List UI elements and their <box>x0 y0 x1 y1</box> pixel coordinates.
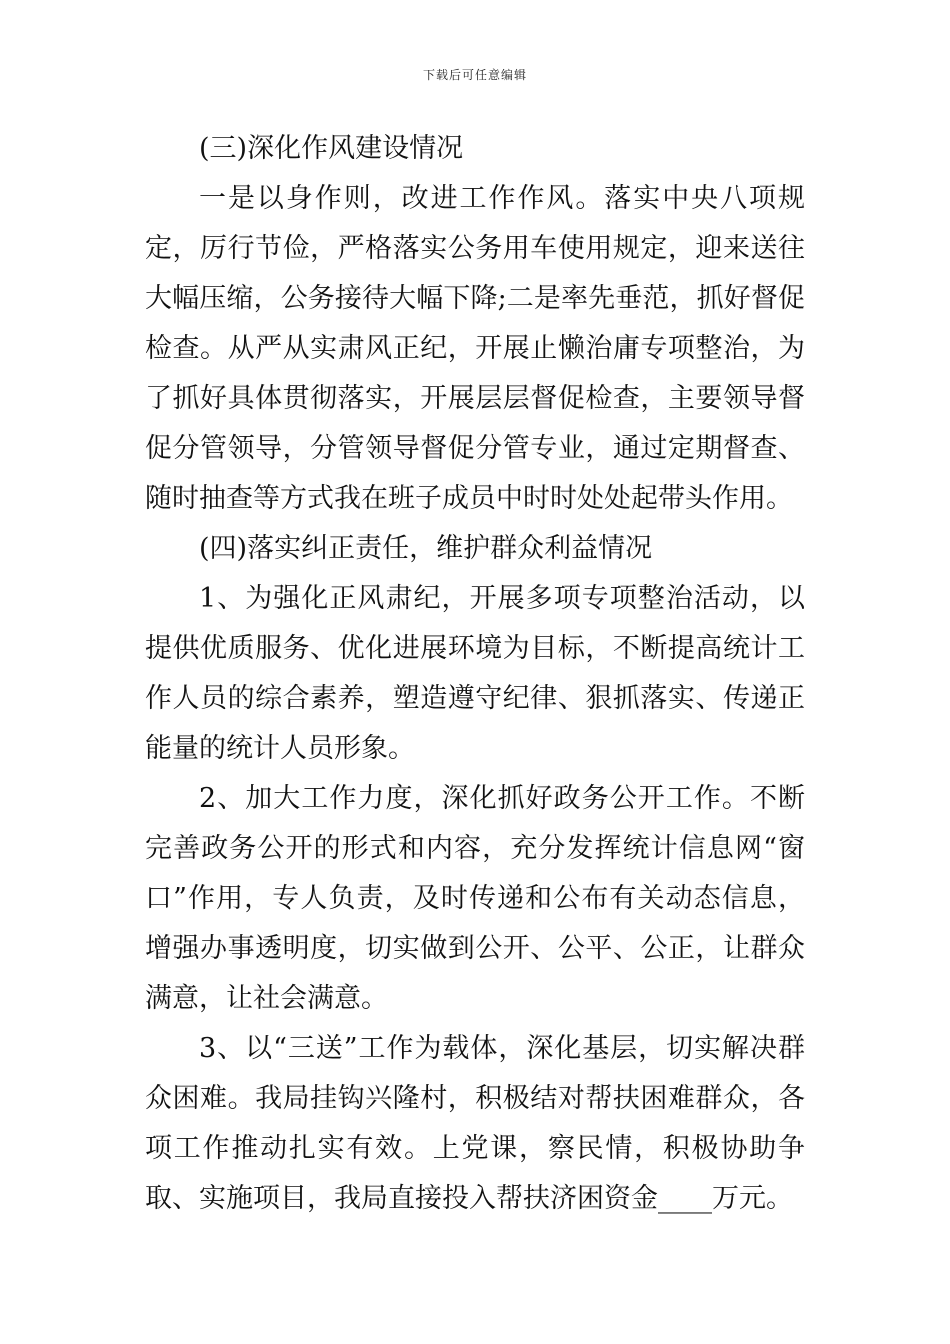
document-body <box>145 124 805 1224</box>
section-heading-3: (三)深化作风建设情况 <box>199 133 464 164</box>
paragraph-item-3: 3、以“三送”工作为载体，深化基层，切实解决群众困难。我局挂钩兴隆村，积极结对帮扶困难群众，各项工作推动扎实有效。上党课，察民情，积极协助争取、实施项目，我局直接投入帮扶济困资金____万元。 <box>145 1033 805 1214</box>
page-header-note: 下载后可任意编辑 <box>422 68 527 82</box>
paragraph-item-1: 1、为强化正风肃纪，开展多项专项整治活动，以提供优质服务、优化进展环境为目标，不断提高统计工作人员的综合素养，塑造遵守纪律、狠抓落实、传递正能量的统计人员形象。 <box>145 583 805 764</box>
paragraph-item-2: 2、加大工作力度，深化抓好政务公开工作。不断完善政务公开的形式和内容，充分发挥统计信息网“窗口”作用，专人负责，及时传递和公布有关动态信息，增强办事透明度，切实做到公开、公平、公正，让群众满意，让社会满意。 <box>145 783 805 1014</box>
paragraph-work-style: 一是以身作则，改进工作作风。落实中央八项规定，厉行节俭，严格落实公务用车使用规定，迎来送往大幅压缩，公务接待大幅下降;二是率先垂范，抓好督促检查。从严从实肃风正纪，开展止懒治庸专项整治，为了抓好具体贯彻落实，开展层层督促检查，主要领导督促分管领导，分管领导督促分管专业，通过定期督查、随时抽查等方式我在班子成员中时时处处起带头作用。 <box>145 183 805 514</box>
section-heading-4: (四)落实纠正责任，维护群众利益情况 <box>199 533 653 564</box>
